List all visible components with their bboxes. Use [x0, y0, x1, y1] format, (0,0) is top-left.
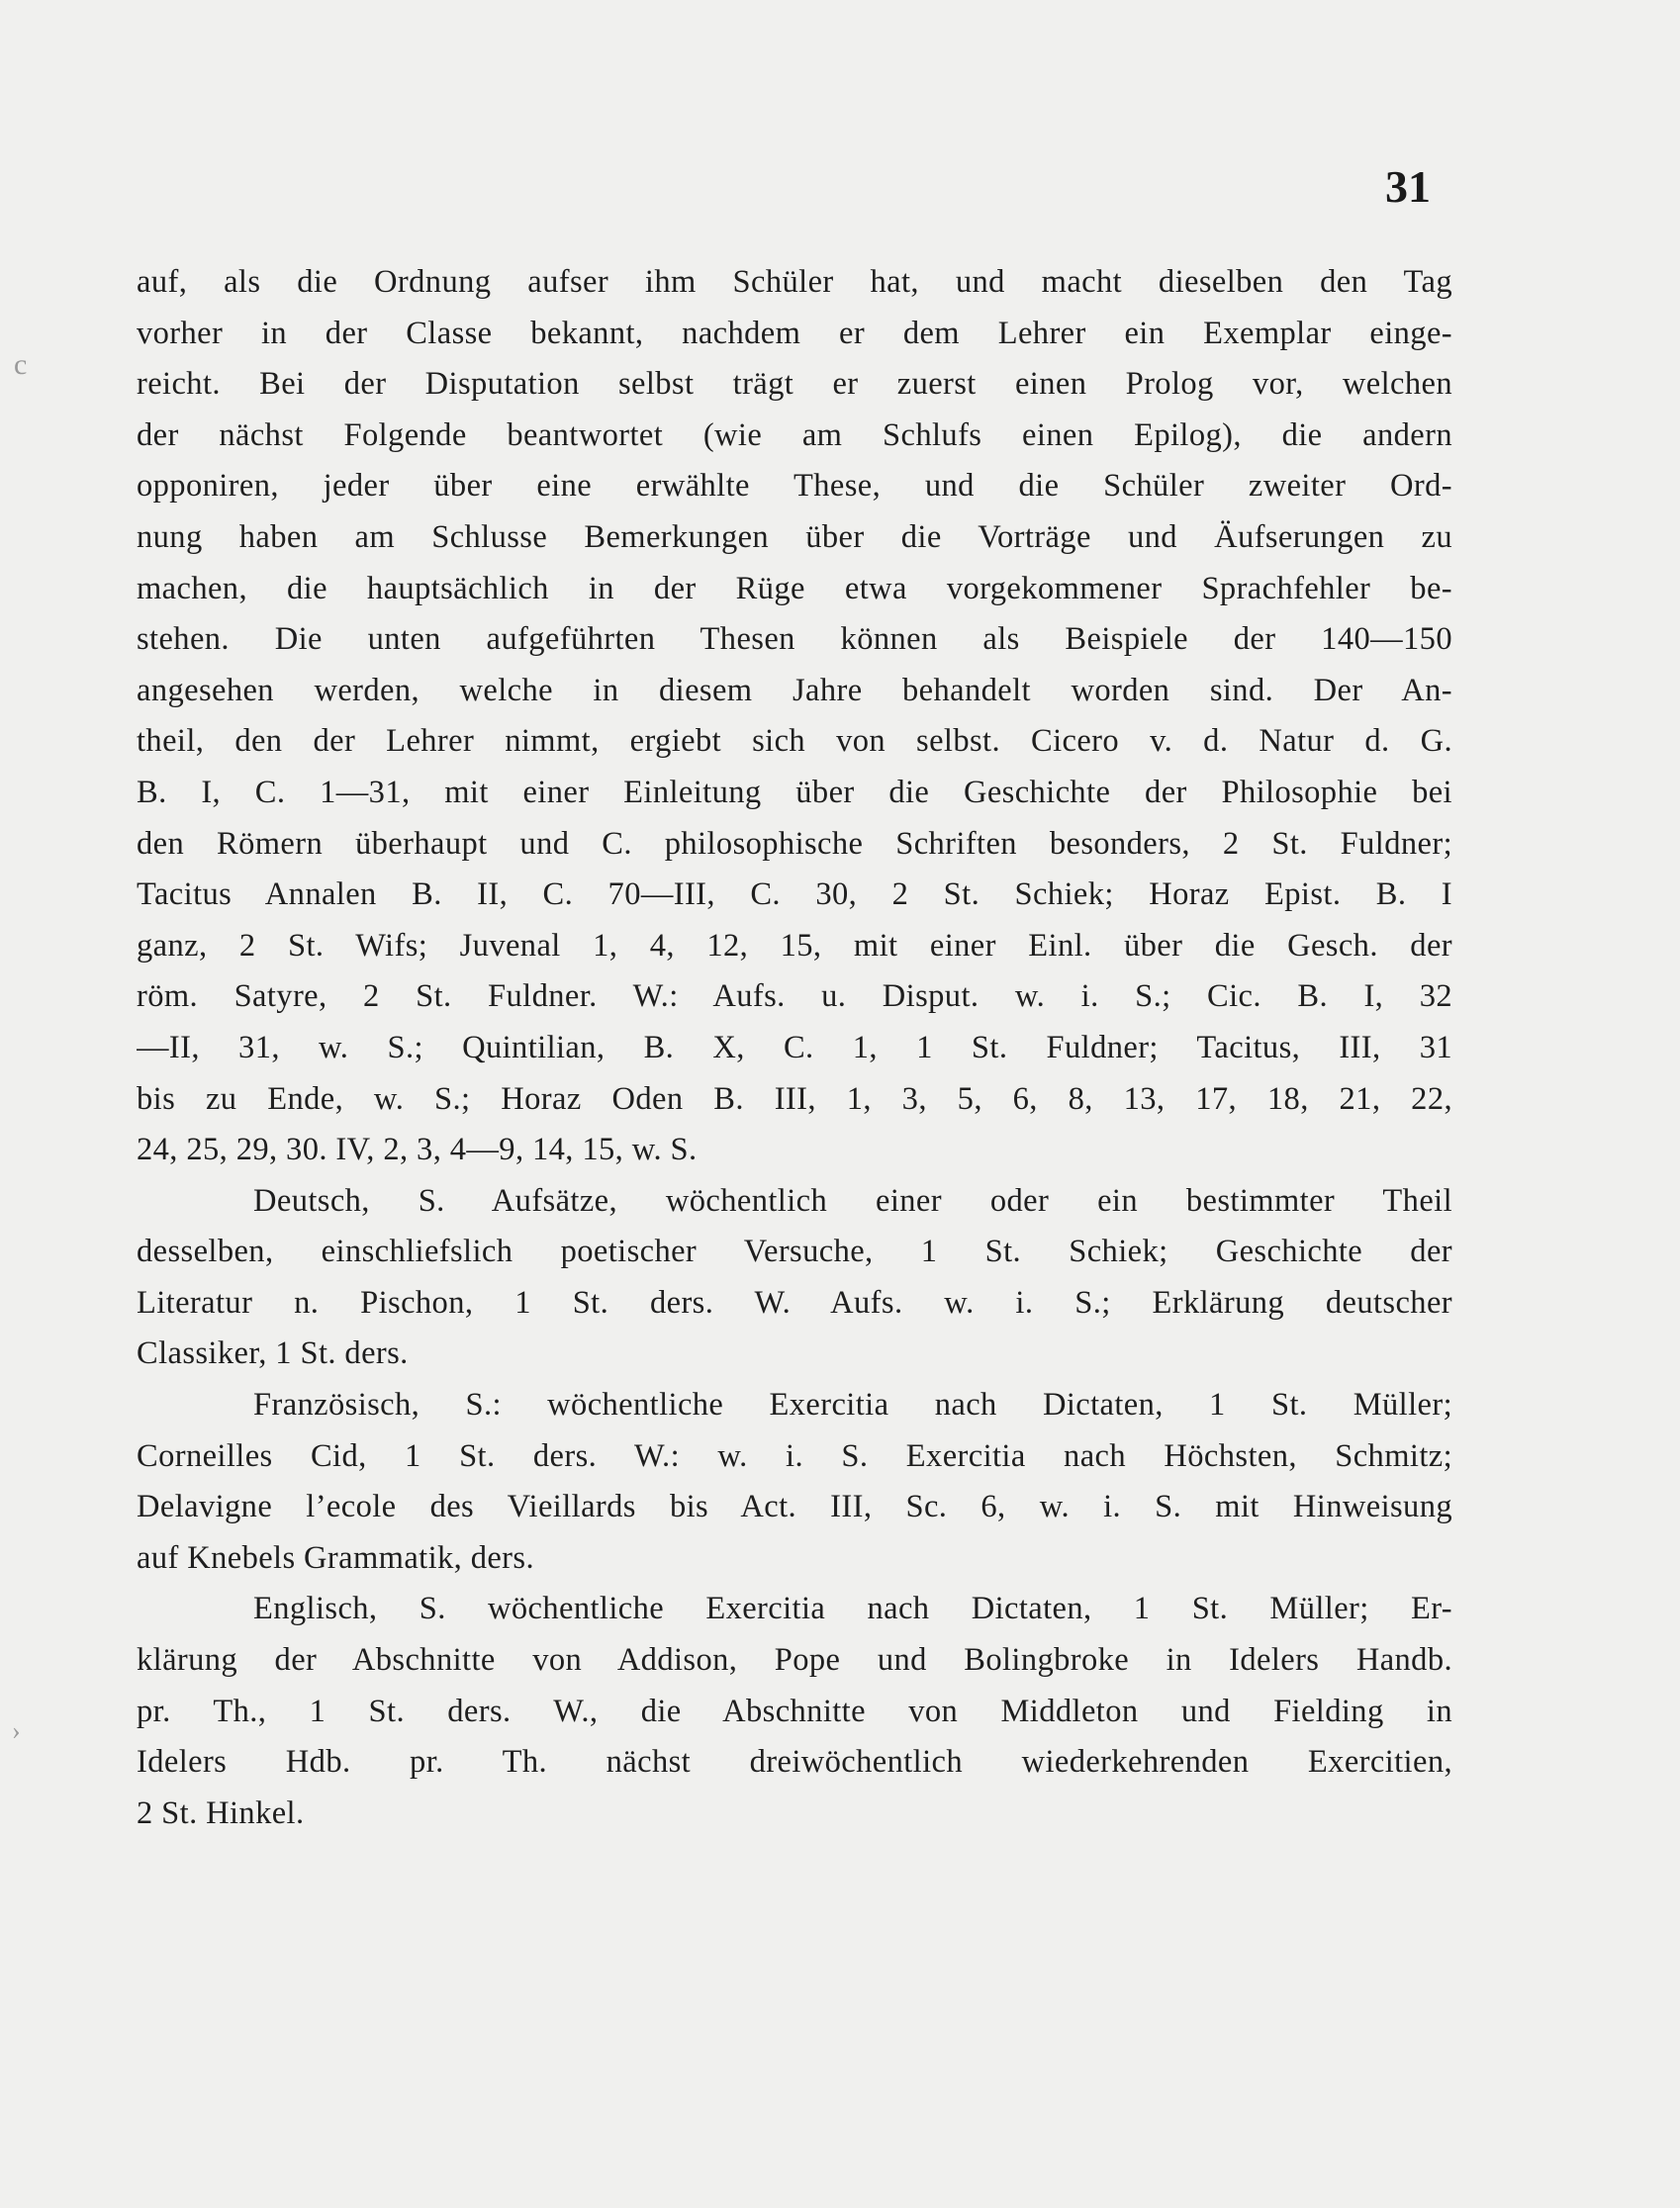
text-line: röm. Satyre, 2 St. Fuldner. W.: Aufs. u. Disput. w. i. S.; Cic. B. I, 32 — [137, 978, 1452, 1015]
text-line: Tacitus Annalen B. II, C. 70—III, C. 30, 2 St. Schiek; Horaz Epist. B. I — [137, 876, 1452, 913]
body-text — [137, 257, 1452, 1839]
text-line: desselben, einschliefslich poetischer Versuche, 1 St. Schiek; Geschichte der — [137, 1234, 1452, 1270]
text-line: nung haben am Schlusse Bemerkungen über die Vorträge und Äufserungen zu — [137, 518, 1452, 555]
text-line: Corneilles Cid, 1 St. ders. W.: w. i. S. Exercitia nach Höchsten, Schmitz; — [137, 1437, 1452, 1474]
page-number: 31 — [1385, 161, 1431, 212]
text-line: auf, als die Ordnung aufser ihm Schüler hat, und macht dieselben den Tag — [137, 264, 1452, 300]
text-line: —II, 31, w. S.; Quintilian, B. X, C. 1, 1 St. Fuldner; Tacitus, III, 31 — [137, 1029, 1452, 1065]
text-line: klärung der Abschnitte von Addison, Pope und Bolingbroke in Idelers Handb. — [137, 1642, 1452, 1679]
text-line: Englisch, S. wöchentliche Exercitia nach Dictaten, 1 St. Müller; Er- — [253, 1591, 1452, 1627]
text-line: theil, den der Lehrer nimmt, ergiebt sich von selbst. Cicero v. d. Natur d. G. — [137, 723, 1452, 760]
text-line: bis zu Ende, w. S.; Horaz Oden B. III, 1, 3, 5, 6, 8, 13, 17, 18, 21, 22, — [137, 1080, 1452, 1117]
text-line: machen, die hauptsächlich in der Rüge etwa vorgekommener Sprachfehler be- — [137, 570, 1452, 606]
text-line: Französisch, S.: wöchentliche Exercitia nach Dictaten, 1 St. Müller; — [253, 1387, 1452, 1424]
text-line: reicht. Bei der Disputation selbst trägt er zuerst einen Prolog vor, welchen — [137, 366, 1452, 403]
text-line: der nächst Folgende beantwortet (wie am Schlufs einen Epilog), die andern — [137, 416, 1452, 453]
text-line: Deutsch, S. Aufsätze, wöchentlich einer oder ein bestimmter Theil — [253, 1182, 1452, 1219]
margin-mark: › — [12, 1716, 21, 1745]
text-line: vorher in der Classe bekannt, nachdem er dem Lehrer ein Exemplar einge- — [137, 315, 1452, 351]
text-line: pr. Th., 1 St. ders. W., die Abschnitte von Middleton und Fielding in — [137, 1693, 1452, 1729]
text-line: stehen. Die unten aufgeführten Thesen können als Beispiele der 140—150 — [137, 621, 1452, 658]
text-line: Delavigne l’ecole des Vieillards bis Act. III, Sc. 6, w. i. S. mit Hinweisung — [137, 1489, 1452, 1525]
text-line: auf Knebels Grammatik, ders. — [137, 1539, 534, 1576]
text-line: 2 St. Hinkel. — [137, 1794, 305, 1831]
text-line: Classiker, 1 St. ders. — [137, 1335, 409, 1372]
margin-mark: c — [14, 348, 28, 381]
text-line: den Römern überhaupt und C. philosophische Schriften besonders, 2 St. Fuldner; — [137, 825, 1452, 862]
text-line: Literatur n. Pischon, 1 St. ders. W. Aufs. w. i. S.; Erklärung deutscher — [137, 1284, 1452, 1321]
text-line: angesehen werden, welche in diesem Jahre behandelt worden sind. Der An- — [137, 672, 1452, 708]
text-line: B. I, C. 1—31, mit einer Einleitung über die Geschichte der Philosophie bei — [137, 774, 1452, 810]
text-line: 24, 25, 29, 30. IV, 2, 3, 4—9, 14, 15, w. S. — [137, 1132, 698, 1168]
text-line: opponiren, jeder über eine erwählte These, und die Schüler zweiter Ord- — [137, 468, 1452, 505]
text-line: ganz, 2 St. Wifs; Juvenal 1, 4, 12, 15, mit einer Einl. über die Gesch. der — [137, 927, 1452, 964]
text-line: Idelers Hdb. pr. Th. nächst dreiwöchentlich wiederkehrenden Exercitien, — [137, 1744, 1452, 1781]
